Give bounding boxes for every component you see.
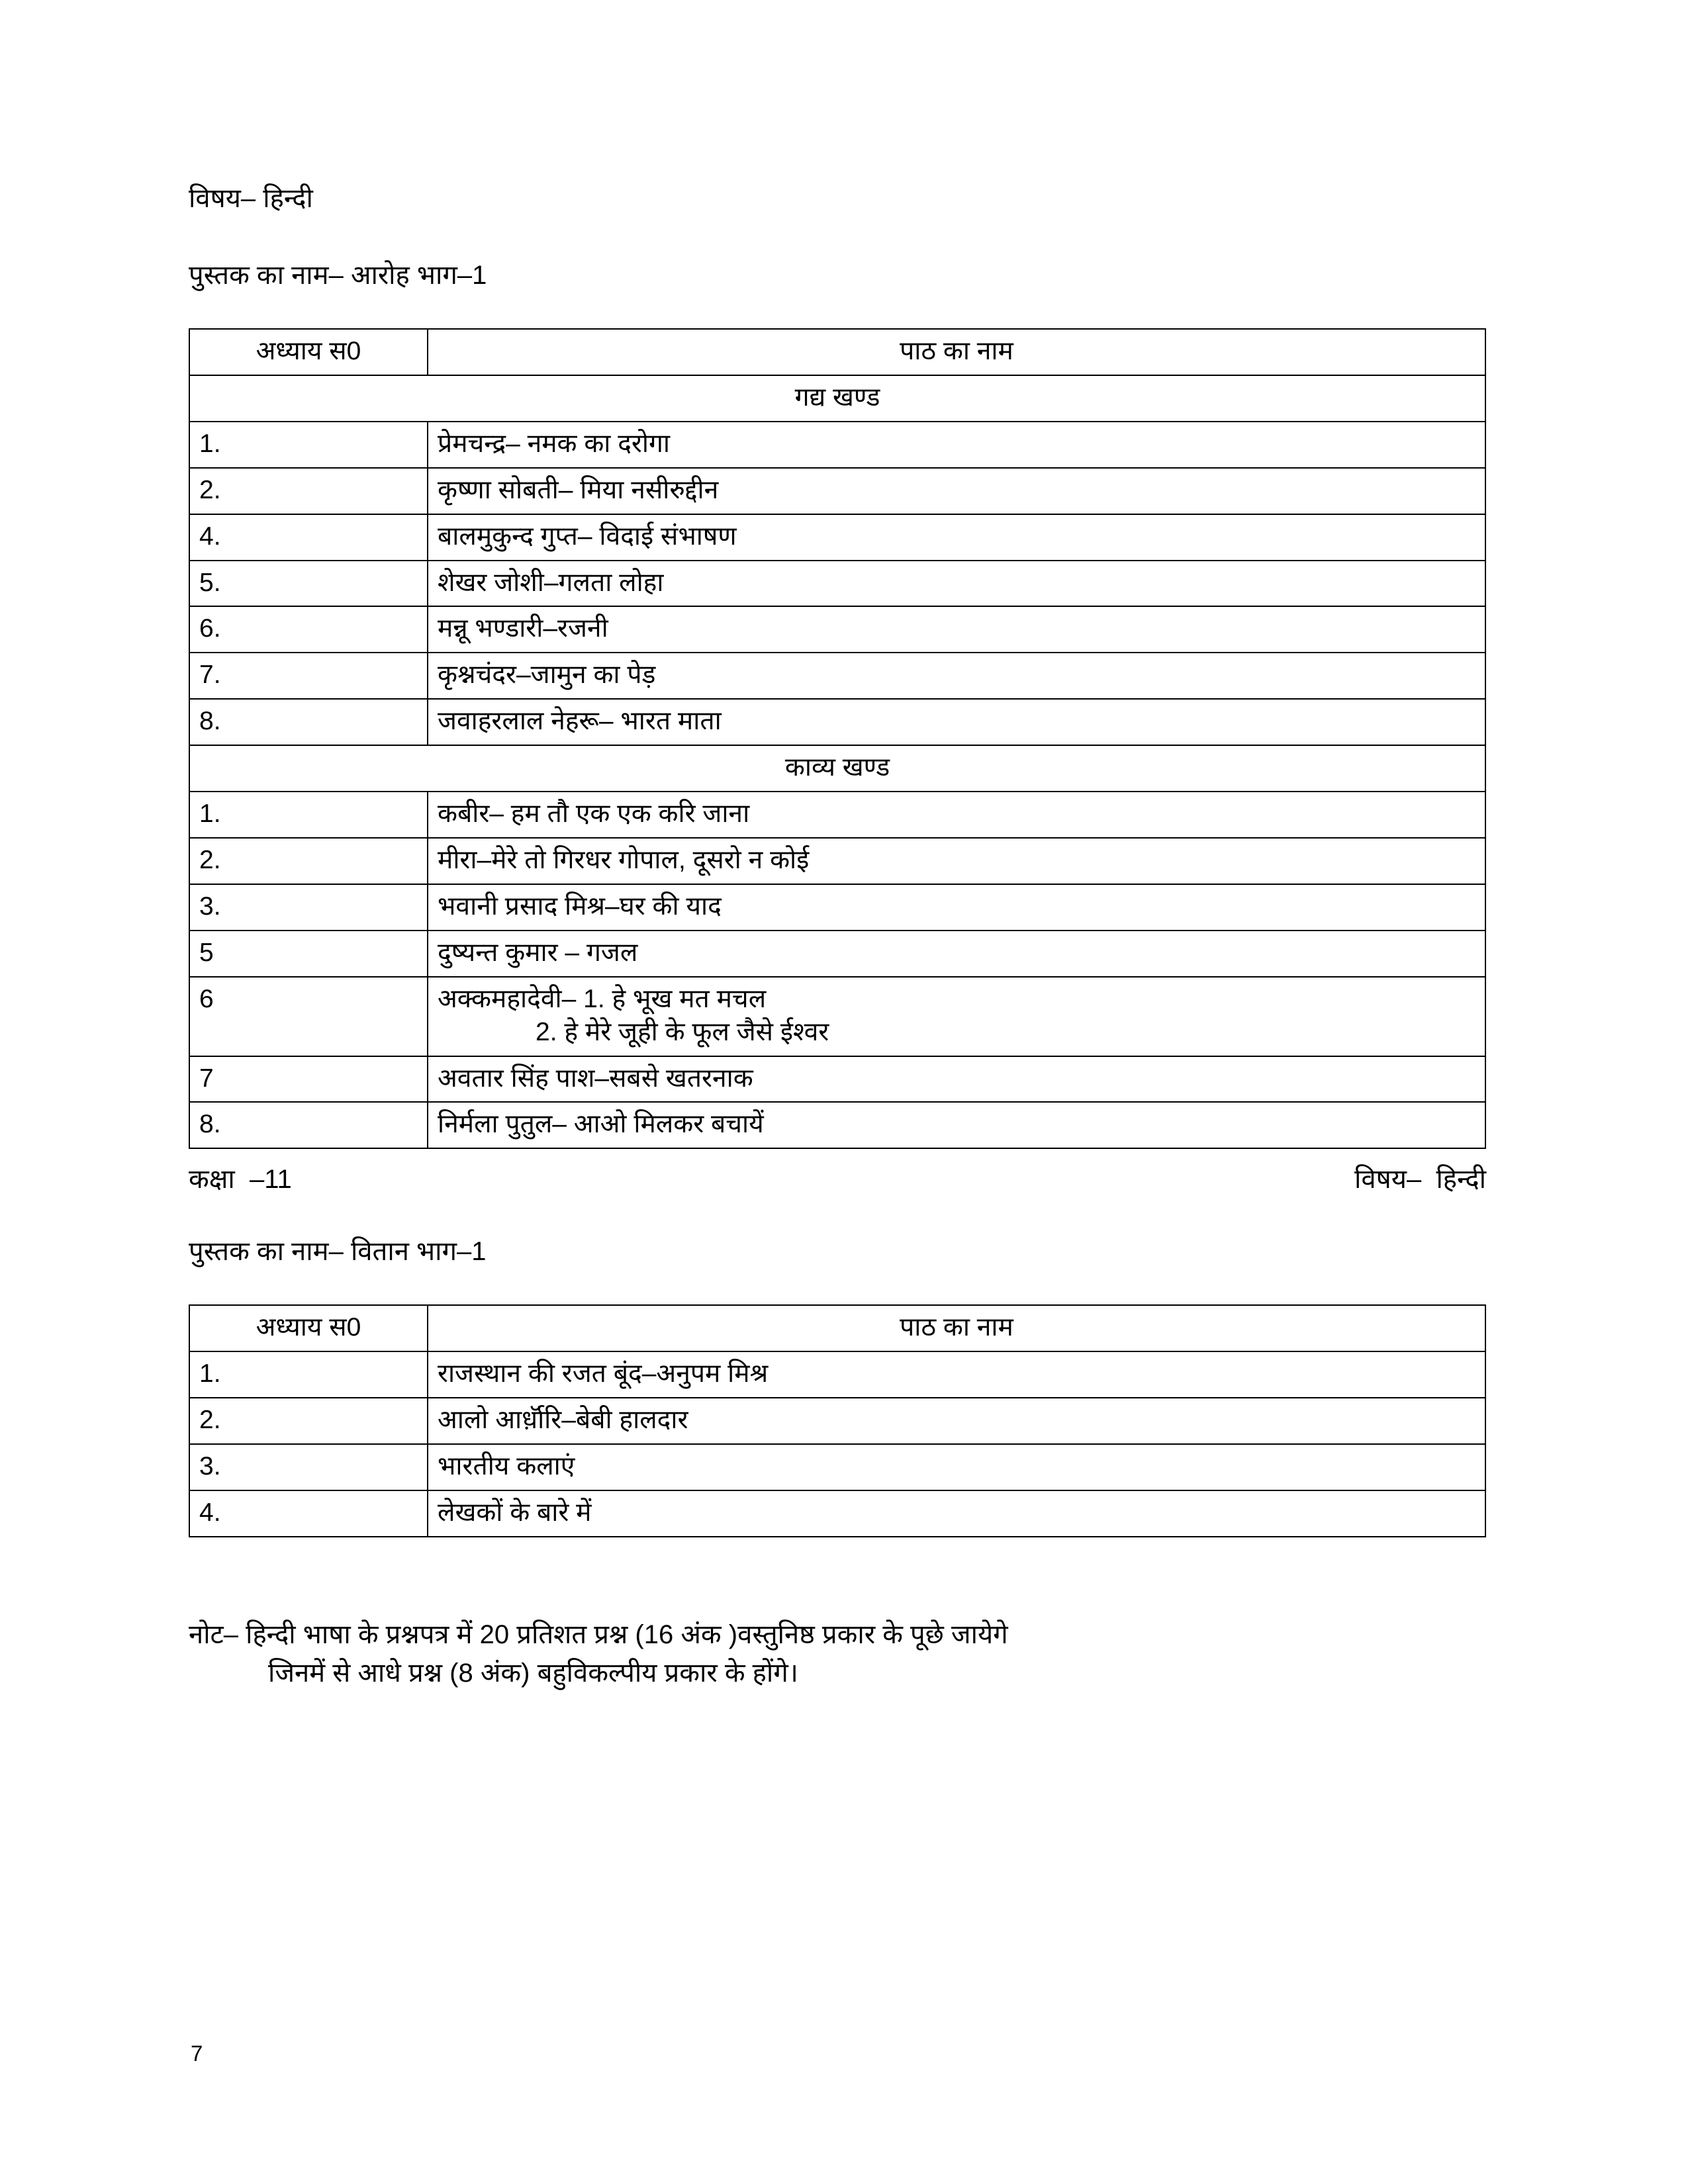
chapter-no: 3. [189,884,428,931]
chapter-no: 2. [189,1398,428,1444]
syllabus-table-vitan [189,1304,1486,1537]
lesson-name: लेखकों के बारे में [428,1490,1485,1537]
chapter-no: 7 [189,1056,428,1103]
lesson-name: राजस्थान की रजत बूंद–अनुपम मिश्र [428,1351,1485,1398]
note-block [189,1615,1506,1692]
lesson-name: भारतीय कलाएं [428,1444,1485,1490]
lesson-name: दुष्यन्त कुमार – गजल [428,931,1485,977]
book-name-line-1: पुस्तक का नाम– आरोह भाग–1 [189,261,487,290]
chapter-no: 5. [189,561,428,607]
subject-label: विषय– हिन्दी [1354,1165,1486,1195]
table-header-row [189,329,1485,375]
header-chapter-no: अध्याय स0 [189,1305,428,1351]
header-lesson-name: पाठ का नाम [428,329,1485,375]
chapter-no: 8. [189,699,428,745]
header-chapter-no: अध्याय स0 [189,329,428,375]
lesson-name: कृश्नचंदर–जामुन का पेड़ [428,653,1485,699]
section-heading-row [189,375,1485,422]
chapter-no: 4. [189,514,428,561]
header-lesson-name: पाठ का नाम [428,1305,1485,1351]
lesson-name: जवाहरलाल नेहरू– भारत माता [428,699,1485,745]
chapter-no: 8. [189,1102,428,1148]
table-row [189,977,1485,1056]
lesson-name: भवानी प्रसाद मिश्र–घर की याद [428,884,1485,931]
lesson-name: मीरा–मेरे तो गिरधर गोपाल, दूसरो न कोई [428,838,1485,884]
subject-line: विषय– हिन्दी [189,184,313,213]
chapter-no: 2. [189,468,428,514]
note-text: नोट– हिन्दी भाषा के प्रश्नपत्र में 20 प्रतिशत प्रश्न (16 अंक )वस्तुनिष्ठ प्रकार के पूछे जायेगे [189,1619,1008,1649]
lesson-name: कबीर– हम तौ एक एक करि जाना [428,792,1485,838]
lesson-name: बालमुकुन्द गुप्त– विदाई संभाषण [428,514,1485,561]
chapter-no: 7. [189,653,428,699]
table-header-row [189,1305,1485,1351]
chapter-no: 2. [189,838,428,884]
chapter-no: 1. [189,1351,428,1398]
lesson-name: निर्मला पुतुल– आओ मिलकर बचायें [428,1102,1485,1148]
lesson-name: शेखर जोशी–गलता लोहा [428,561,1485,607]
table-row [189,514,1485,561]
table-row [189,1102,1485,1148]
chapter-no: 6 [189,977,428,1056]
table-row [189,838,1485,884]
class-label: कक्षा –11 [189,1165,292,1195]
table-row [189,1490,1485,1537]
chapter-no: 1. [189,422,428,468]
syllabus-table-aroh [189,328,1486,1149]
table-row [189,792,1485,838]
section-heading-row [189,745,1485,792]
chapter-no: 4. [189,1490,428,1537]
table-row [189,931,1485,977]
table-row [189,1398,1485,1444]
table-row [189,561,1485,607]
table-row [189,468,1485,514]
chapter-no: 5 [189,931,428,977]
chapter-no: 1. [189,792,428,838]
section-title-kavya: काव्य खण्ड [189,745,1485,792]
note-text-continued: जिनमें से आधे प्रश्न (8 अंक) बहुविकल्पीय प्रकार के होंगे। [268,1658,798,1688]
lesson-name: आलो आर्ध़ॉरि–बेबी हालदार [428,1398,1485,1444]
chapter-no: 6. [189,606,428,653]
table-row [189,1056,1485,1103]
lesson-name: प्रेमचन्द्र– नमक का दरोगा [428,422,1485,468]
book-name-line-2: पुस्तक का नाम– वितान भाग–1 [189,1237,487,1267]
class-subject-line [189,1160,1486,1196]
page-number: 7 [191,2041,203,2066]
lesson-name [428,977,1485,1056]
chapter-no: 3. [189,1444,428,1490]
table-row [189,422,1485,468]
table-row [189,1351,1485,1398]
table-row [189,1444,1485,1490]
lesson-name: कृष्णा सोबती– मिया नसीरुद्दीन [428,468,1485,514]
lesson-name-part-2: 2. हे मेरे जूही के फूल जैसे ईश्वर [536,1017,829,1046]
section-title-gadya: गद्य खण्ड [189,375,1485,422]
table-row [189,653,1485,699]
lesson-name: मन्नू भण्डारी–रजनी [428,606,1485,653]
lesson-name: अवतार सिंह पाश–सबसे खतरनाक [428,1056,1485,1103]
table-row [189,884,1485,931]
lesson-name-part-1: अक्कमहादेवी– 1. हे भूख मत मचल [438,984,767,1013]
table-row [189,606,1485,653]
table-row [189,699,1485,745]
